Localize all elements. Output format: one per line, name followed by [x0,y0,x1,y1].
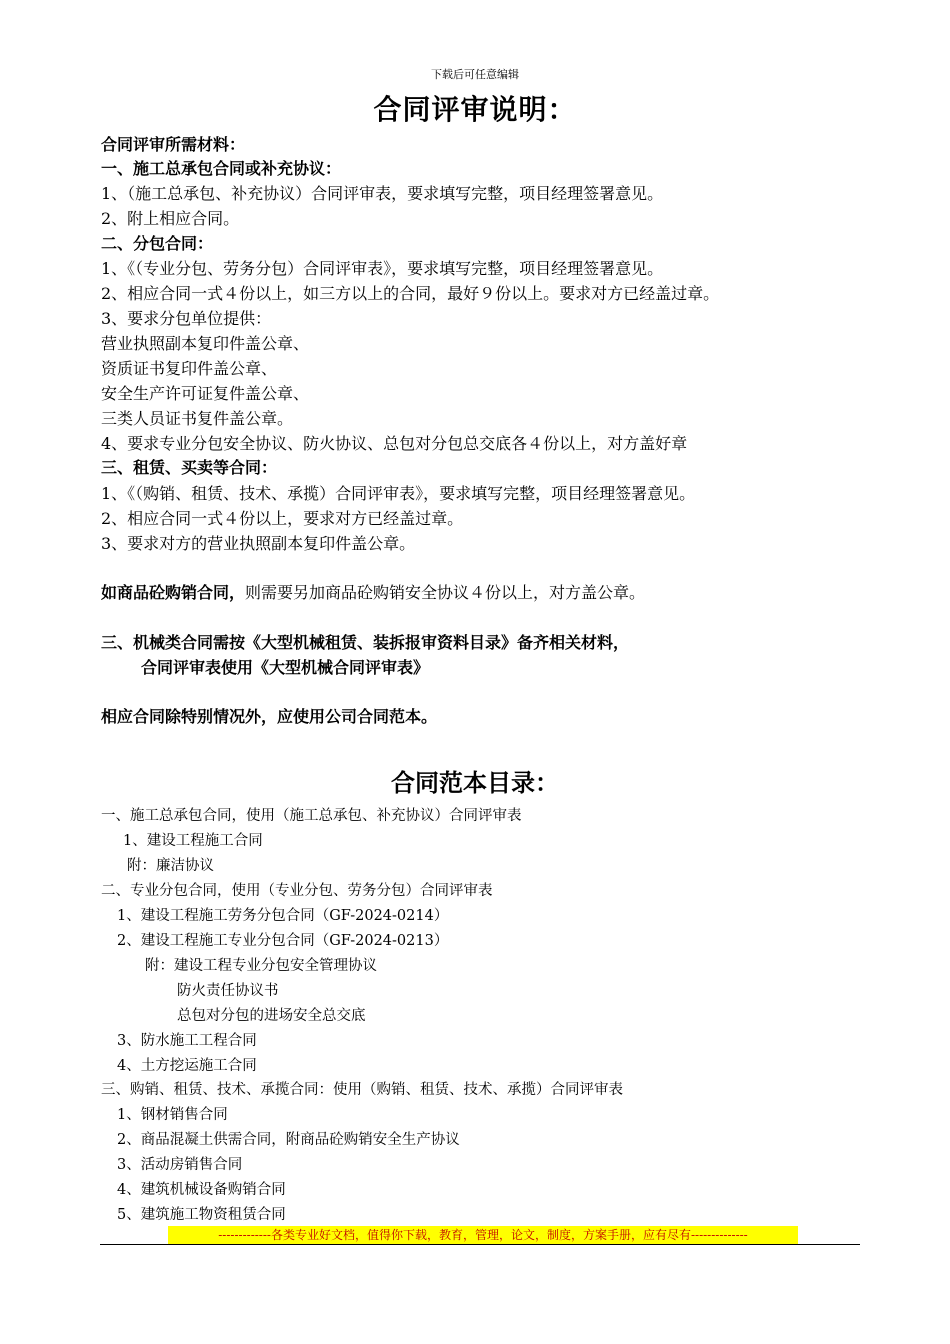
catalog-section3-item1: 1、钢材销售合同 [117,1107,228,1123]
section1-heading: 一、施工总承包合同或补充协议： [101,159,342,178]
section3-item1: 1、《（购销、租赁、技术、承揽）合同评审表》，要求填写完整，项目经理签署意见。 [101,484,696,503]
catalog-section2-attach3: 总包对分包的进场安全总交底 [177,1008,366,1024]
section3-heading: 三、租赁、买卖等合同： [101,458,278,477]
page-title: 合同评审说明： [373,93,577,126]
catalog-section3-item4: 4、建筑机械设备购销合同 [117,1182,286,1198]
catalog-title: 合同范本目录： [391,769,559,797]
section3-item3: 3、要求对方的营业执照副本复印件盖公章。 [101,534,416,553]
catalog-section3-item3: 3、活动房销售合同 [117,1157,243,1173]
section2-item1: 1、《（专业分包、劳务分包）合同评审表》，要求填写完整，项目经理签署意见。 [101,259,664,278]
catalog-section3-item2: 2、商品混凝土供需合同，附商品砼购销安全生产协议 [117,1132,460,1148]
catalog-section2-attach2: 防火责任协议书 [177,983,279,999]
catalog-section2-attach1: 附：建设工程专业分包安全管理协议 [145,958,377,974]
section1-item2: 2、附上相应合同。 [101,209,240,228]
catalog-section3-heading: 三、购销、租赁、技术、承揽合同：使用（购销、租赁、技术、承揽）合同评审表 [101,1082,623,1098]
catalog-section2-item3: 3、防水施工工程合同 [117,1033,257,1049]
section2-item2: 2、相应合同一式４份以上，如三方以上的合同，最好９份以上。要求对方已经盖过章。 [101,284,720,303]
section3-item2: 2、相应合同一式４份以上，要求对方已经盖过章。 [101,509,464,528]
section2-heading: 二、分包合同： [101,234,214,253]
catalog-section2-item1: 1、建设工程施工劳务分包合同（GF-2024-0214） [117,908,449,924]
section2-doc4: 三类人员证书复件盖公章。 [101,409,294,428]
machinery-line1: 三、机械类合同需按《大型机械租赁、装拆报审资料目录》备齐相关材料， [101,633,630,652]
catalog-section2-item4: 4、土方挖运施工合同 [117,1058,257,1074]
materials-heading: 合同评审所需材料： [101,135,246,154]
section2-item3: 3、要求分包单位提供： [101,309,272,328]
template-note: 相应合同除特别情况外，应使用公司合同范本。 [101,707,438,726]
footer-banner: -------------各类专业好文档，值得你下载，教育，管理，论文，制度，方案手册，应有尽有-------------- [168,1226,798,1244]
catalog-section1-attach: 附：廉洁协议 [127,858,214,874]
catalog-section3-item5: 5、建筑施工物资租赁合同 [117,1207,286,1223]
catalog-section2-item2: 2、建设工程施工专业分包合同（GF-2024-0213） [117,933,449,949]
section2-doc1: 营业执照副本复印件盖公章、 [101,334,310,353]
catalog-section1-heading: 一、施工总承包合同，使用（施工总承包、补充协议）合同评审表 [101,808,522,824]
concrete-note-bold: 如商品砼购销合同， [101,583,246,602]
catalog-section2-heading: 二、专业分包合同，使用（专业分包、劳务分包）合同评审表 [101,883,493,899]
section2-item4: 4、要求专业分包安全协议、防火协议、总包对分包总交底各４份以上，对方盖好章 [101,434,688,453]
footer-divider [100,1244,860,1245]
machinery-line2: 合同评审表使用《大型机械合同评审表》 [141,658,430,677]
section2-doc2: 资质证书复印件盖公章、 [101,359,278,378]
catalog-section1-item1: 1、建设工程施工合同 [123,833,263,849]
concrete-note-rest: 则需要另加商品砼购销安全协议４份以上，对方盖公章。 [245,583,646,602]
section1-item1: 1、（施工总承包、补充协议）合同评审表，要求填写完整，项目经理签署意见。 [101,184,664,203]
concrete-note [101,583,645,603]
header-note: 下载后可任意编辑 [431,68,519,81]
section2-doc3: 安全生产许可证复件盖公章、 [101,384,310,403]
